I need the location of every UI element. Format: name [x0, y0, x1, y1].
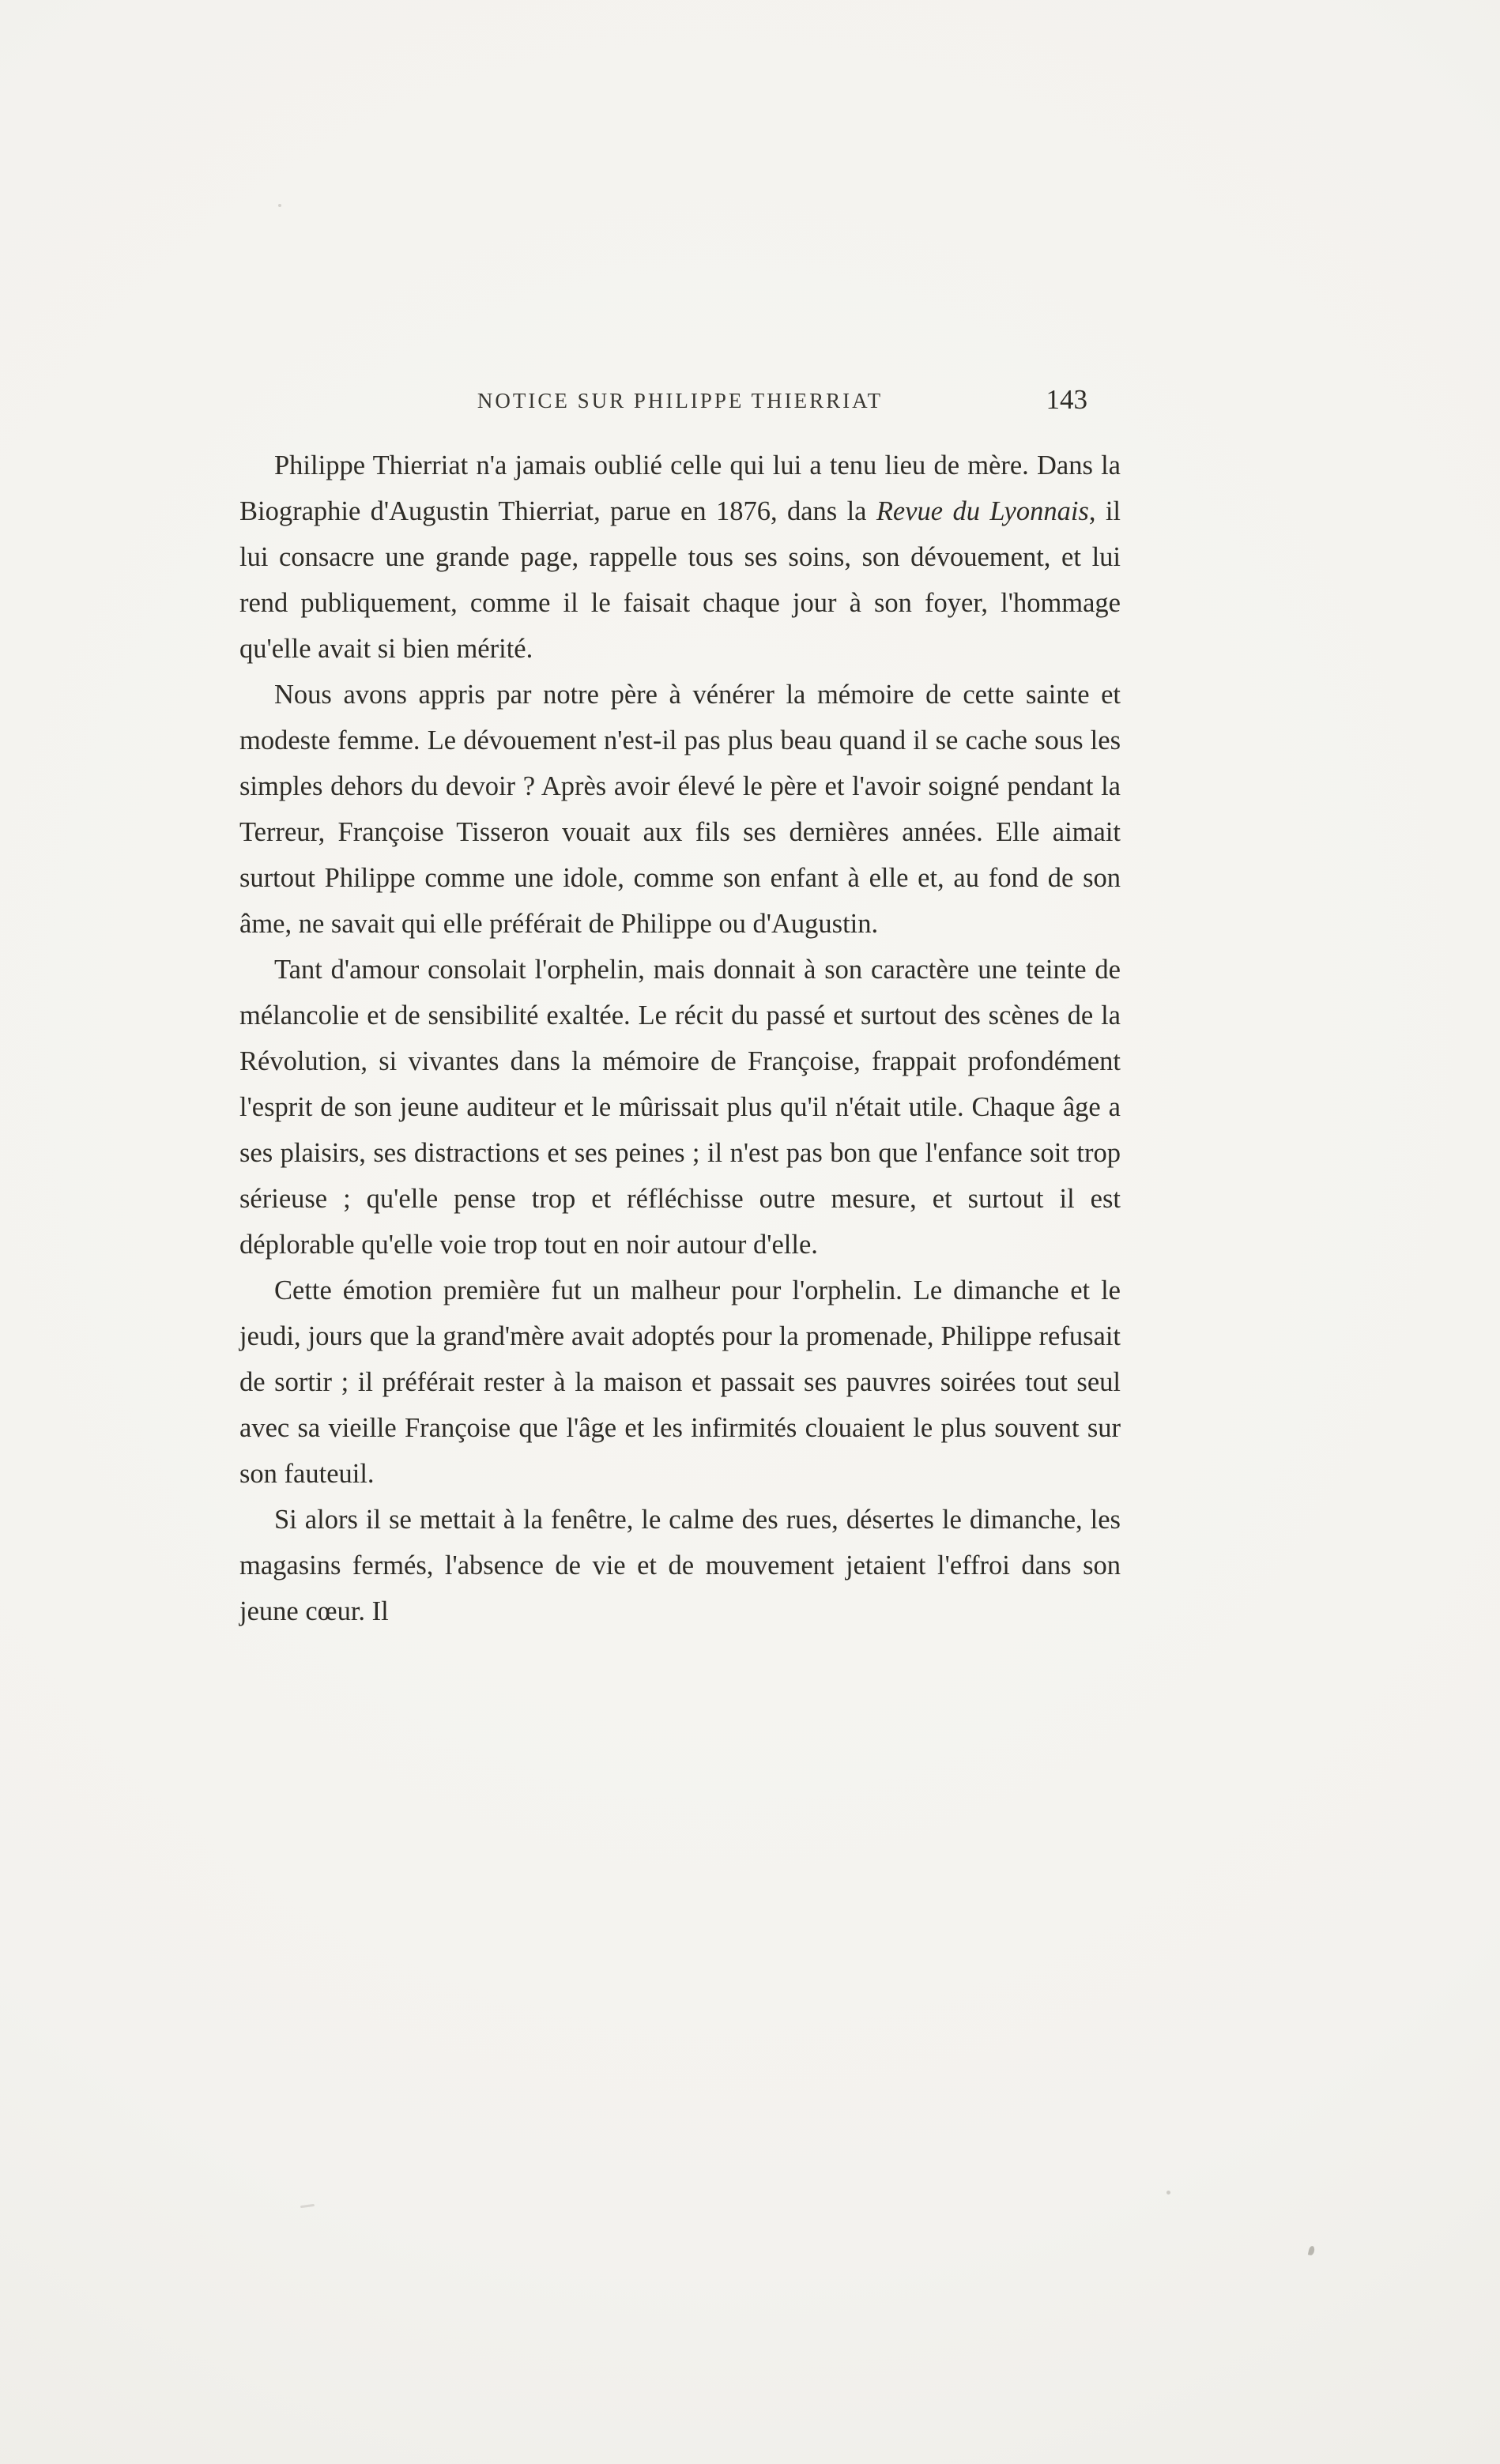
text-segment: , il lui consacre une grande page, rappelle tous ses soins, son dévouement, et lui rend publiquement, comme il le faisait chaque jour à son foyer, l'hommage qu'elle avait si bien mérité. — [239, 496, 1121, 664]
scan-artifact — [300, 2204, 315, 2208]
paragraph — [239, 443, 1121, 672]
text-block — [239, 384, 1121, 1634]
text-segment: Nous avons appris par notre père à vénérer la mémoire de cette sainte et modeste femme. Le dévouement n'est-il pas plus beau quand il se cache sous les simples dehors du devoir ? Après avoir élevé le père et l'avoir soigné pendant la Terreur, Françoise Tisseron vouait aux fils ses dernières années. Elle aimait surtout Philippe comme une idole, comme son enfant à elle et, au fond de son âme, ne savait qui elle préférait de Philippe ou d'Augustin. — [239, 680, 1121, 939]
page-body — [239, 443, 1121, 1634]
running-title: NOTICE SUR PHILIPPE THIERRIAT — [477, 389, 884, 413]
text-segment: Tant d'amour consolait l'orphelin, mais donnait à son caractère une teinte de mélancolie et de sensibilité exaltée. Le récit du passé et surtout des scènes de la Révolution, si vivantes dans la mémoire de Françoise, frappait profondément l'esprit de son jeune auditeur et le mûrissait plus qu'il n'était utile. Chaque âge a ses plaisirs, ses distractions et ses peines ; il n'est pas bon que l'enfance soit trop sérieuse ; qu'elle pense trop et réfléchisse outre mesure, et surtout il est déplorable qu'elle voie trop tout en noir autour d'elle. — [239, 955, 1121, 1260]
paragraph — [239, 1268, 1121, 1497]
page-header — [239, 384, 1121, 428]
italic-text: Revue du Lyonnais — [876, 496, 1089, 526]
paragraph — [239, 672, 1121, 947]
scan-artifact — [278, 204, 281, 207]
text-segment: Philippe Thierriat n'a jamais oublié celle qui lui a tenu lieu de mère. Dans la Biographie d'Augustin Thierriat, parue en 1876, dans la — [239, 450, 1121, 526]
paragraph — [239, 1497, 1121, 1634]
text-segment: Cette émotion première fut un malheur pour l'orphelin. Le dimanche et le jeudi, jours que la grand'mère avait adoptés pour la promenade, Philippe refusait de sortir ; il préférait rester à la maison et passait ses pauvres soirées tout seul avec sa vieille Françoise que l'âge et les infirmités clouaient le plus souvent sur son fauteuil. — [239, 1275, 1121, 1489]
paragraph — [239, 947, 1121, 1268]
scan-artifact — [1166, 2191, 1170, 2195]
text-segment: Si alors il se mettait à la fenêtre, le calme des rues, désertes le dimanche, les magasins fermés, l'absence de vie et de mouvement jetaient l'effroi dans son jeune cœur. Il — [239, 1505, 1121, 1626]
scan-artifact — [1308, 2245, 1315, 2255]
page-number: 143 — [1046, 384, 1087, 415]
